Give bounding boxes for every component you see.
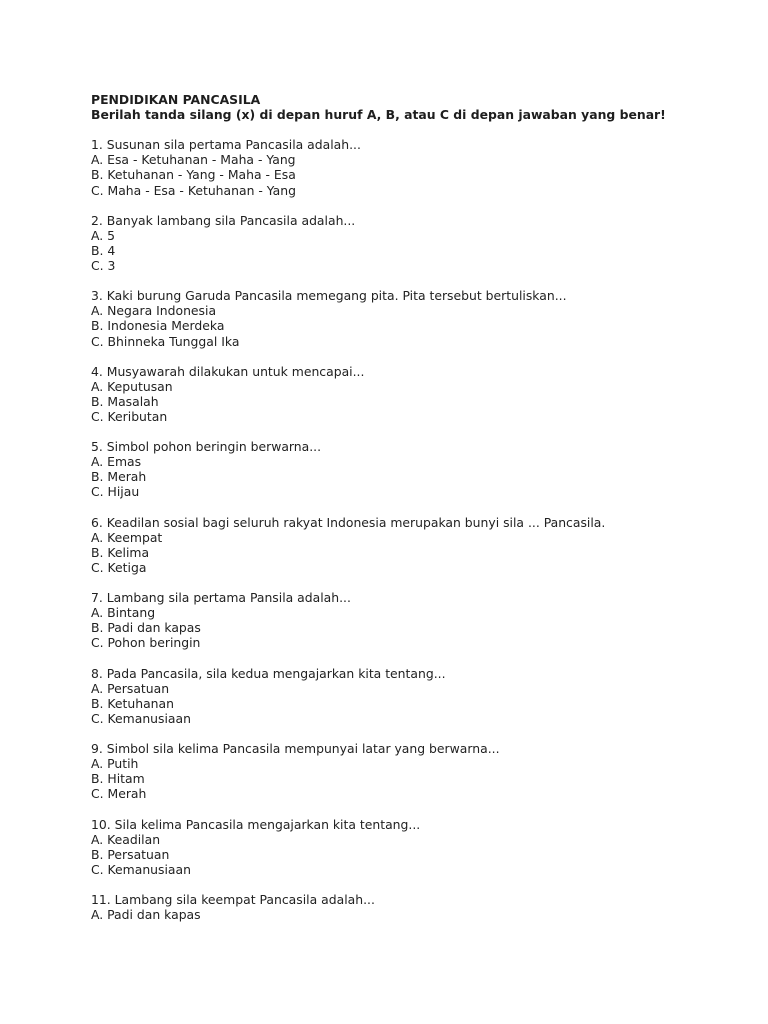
answer-option: B. Indonesia Merdeka [91, 318, 225, 334]
answer-option: C. Keributan [91, 408, 168, 424]
question-text: 10. Sila kelima Pancasila mengajarkan kita tentang... [91, 816, 421, 832]
answer-option: A. Padi dan kapas [91, 907, 201, 923]
question-text: 9. Simbol sila kelima Pancasila mempunyai latar yang berwarna... [91, 741, 500, 757]
answer-option: C. Maha - Esa - Ketuhanan - Yang [91, 182, 296, 198]
question-text: 2. Banyak lambang sila Pancasila adalah... [91, 212, 356, 228]
question-text: 11. Lambang sila keempat Pancasila adalah... [91, 891, 375, 907]
answer-option: A. Persatuan [91, 680, 170, 696]
answer-option: B. Padi dan kapas [91, 620, 201, 636]
answer-option: B. Ketuhanan - Yang - Maha - Esa [91, 167, 296, 183]
question-text: 5. Simbol pohon beringin berwarna... [91, 439, 322, 455]
question-item [91, 892, 751, 922]
question-item [91, 515, 751, 575]
question-item [91, 364, 751, 424]
question-text: 3. Kaki burung Garuda Pancasila memegang pita. Pita tersebut bertuliskan... [91, 288, 567, 304]
answer-option: B. Kelima [91, 544, 150, 560]
answer-option: A. Bintang [91, 605, 156, 621]
answer-option: C. Merah [91, 786, 147, 802]
answer-option: C. Pohon beringin [91, 635, 201, 651]
question-text: 1. Susunan sila pertama Pancasila adalah... [91, 137, 361, 153]
question-list [91, 137, 751, 922]
answer-option: C. 3 [91, 258, 116, 274]
answer-option: A. Keempat [91, 529, 163, 545]
question-text: 6. Keadilan sosial bagi seluruh rakyat Indonesia merupakan bunyi sila ... Pancasila. [91, 514, 606, 530]
answer-option: C. Ketiga [91, 559, 147, 575]
answer-option: A. Keputusan [91, 378, 173, 394]
question-item [91, 817, 751, 877]
document-page [91, 92, 751, 937]
question-item [91, 288, 751, 348]
answer-option: A. Putih [91, 756, 139, 772]
answer-option: C. Hijau [91, 484, 140, 500]
answer-option: A. Negara Indonesia [91, 303, 217, 319]
answer-option: B. Hitam [91, 771, 145, 787]
answer-option: B. Merah [91, 469, 147, 485]
document-title: PENDIDIKAN PANCASILA [91, 92, 261, 107]
question-text: 7. Lambang sila pertama Pansila adalah... [91, 590, 351, 606]
answer-option: C. Kemanusiaan [91, 710, 191, 726]
answer-option: B. Masalah [91, 393, 159, 409]
question-item [91, 137, 751, 197]
question-item [91, 213, 751, 273]
question-item [91, 666, 751, 726]
answer-option: B. Ketuhanan [91, 695, 174, 711]
answer-option: C. Bhinneka Tunggal Ika [91, 333, 240, 349]
question-item [91, 590, 751, 650]
answer-option: A. Emas [91, 454, 142, 470]
answer-option: B. Persatuan [91, 846, 170, 862]
question-item [91, 439, 751, 499]
answer-option: C. Kemanusiaan [91, 861, 191, 877]
answer-option: A. Esa - Ketuhanan - Maha - Yang [91, 152, 296, 168]
answer-option: B. 4 [91, 242, 116, 258]
answer-option: A. 5 [91, 227, 116, 243]
question-item [91, 741, 751, 801]
answer-option: A. Keadilan [91, 831, 161, 847]
question-text: 8. Pada Pancasila, sila kedua mengajarkan kita tentang... [91, 665, 446, 681]
document-instruction: Berilah tanda silang (x) di depan huruf A, B, atau C di depan jawaban yang benar! [91, 107, 666, 123]
question-text: 4. Musyawarah dilakukan untuk mencapai... [91, 363, 365, 379]
heading-spacer [91, 122, 751, 137]
